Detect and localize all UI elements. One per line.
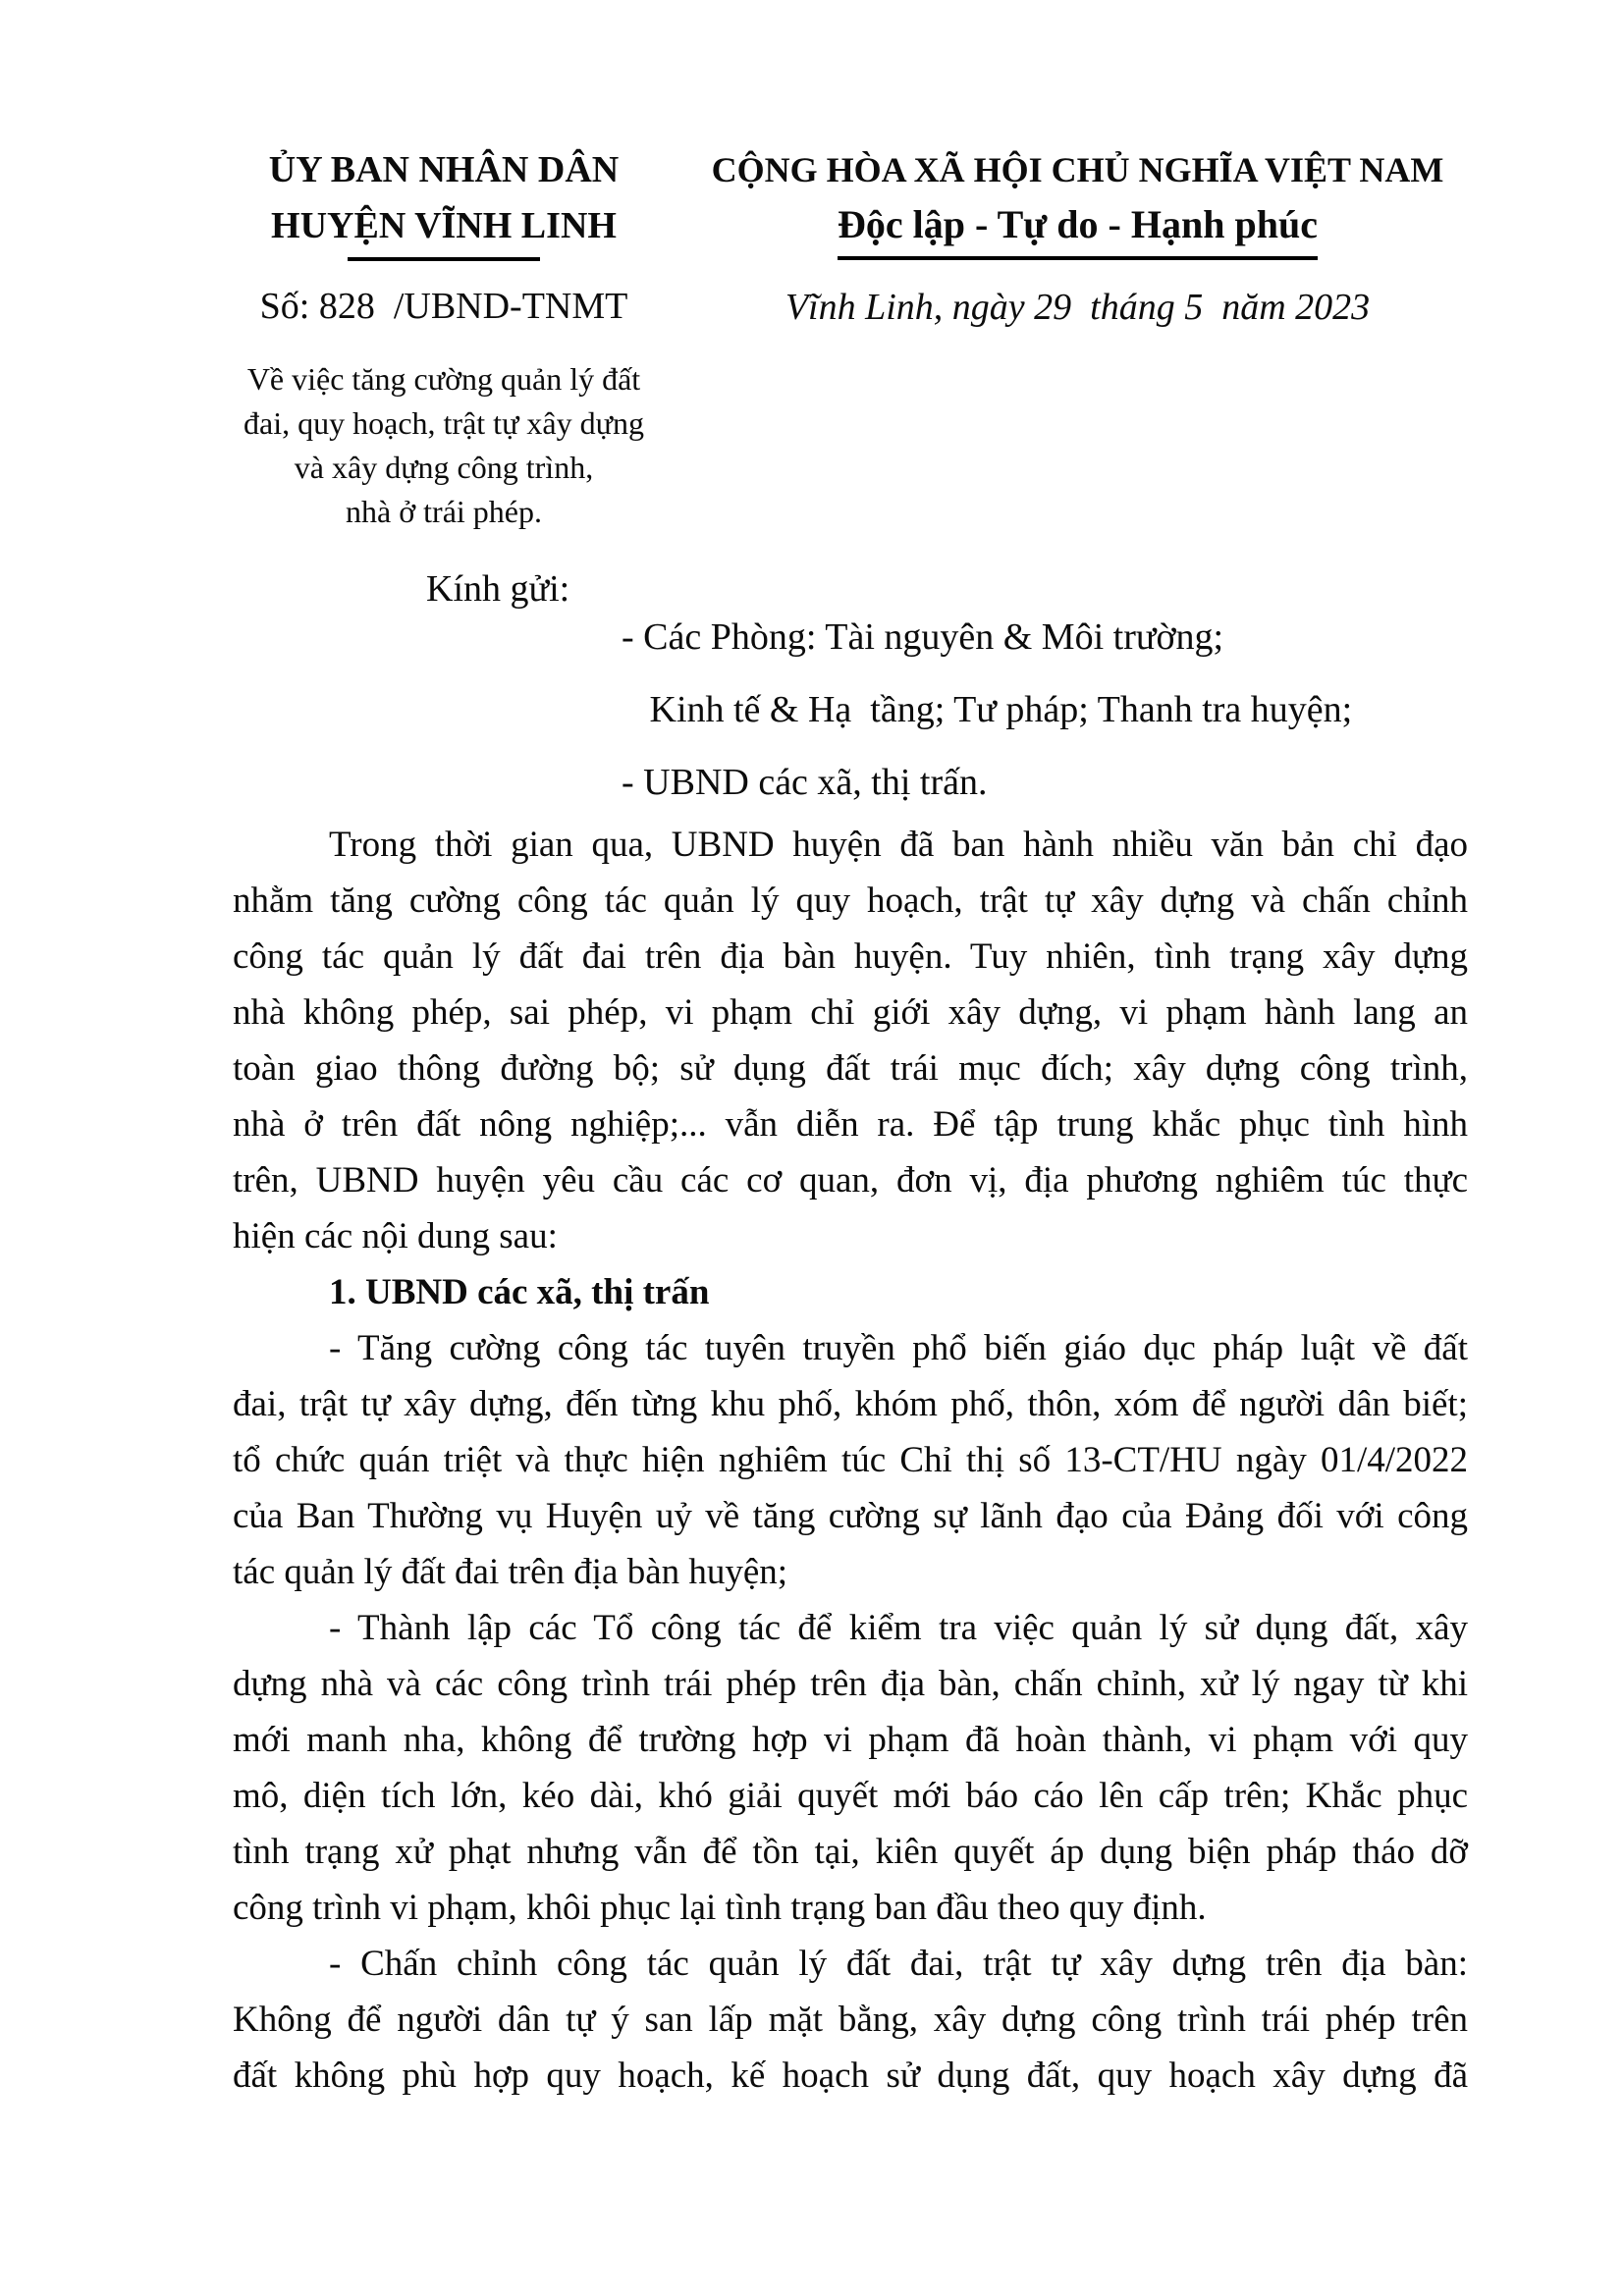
document-subject-line: Về việc tăng cường quản lý đất: [246, 361, 641, 397]
body-line: Trong thời gian qua, UBND huyện đã ban hành nhiều văn bản chỉ đạo: [329, 825, 1468, 865]
paragraph: [233, 817, 1468, 1264]
body-line: hiện các nội dung sau:: [233, 1216, 558, 1256]
document-body: [233, 817, 1468, 2104]
body-line: mô, diện tích lớn, kéo dài, khó giải quyết mới báo cáo lên cấp trên; Khắc phục: [233, 1776, 1468, 1816]
body-line: tình trạng xử phạt nhưng vẫn để tồn tại, kiên quyết áp dụng biện pháp tháo dỡ: [233, 1832, 1468, 1872]
recipient-list: [622, 601, 1352, 819]
issuing-authority-name: HUYỆN VĨNH LINH: [271, 205, 617, 246]
national-motto-text: Độc lập - Tự do - Hạnh phúc: [838, 200, 1318, 260]
body-line: công trình vi phạm, khôi phục lại tình trạng ban đầu theo quy định.: [233, 1888, 1207, 1928]
national-header-block: [687, 142, 1468, 329]
body-line: nhà ở trên đất nông nghiệp;... vẫn diễn ra. Để tập trung khắc phục tình hình: [233, 1104, 1468, 1145]
salutation-label: Kính gửi:: [426, 568, 570, 610]
recipient-line: Kinh tế & Hạ tầng; Tư pháp; Thanh tra huyện;: [622, 689, 1353, 730]
national-name-line: CỘNG HÒA XÃ HỘI CHỦ NGHĨA VIỆT NAM: [711, 150, 1444, 189]
body-line: nhà không phép, sai phép, vi phạm chỉ giới xây dựng, vi phạm hành lang an: [233, 992, 1468, 1033]
issuing-authority-underline: [348, 257, 540, 261]
paragraph: [233, 1320, 1468, 1600]
body-line: tổ chức quán triệt và thực hiện nghiêm túc Chỉ thị số 13-CT/HU ngày 01/4/2022: [233, 1440, 1468, 1480]
body-line: trên, UBND huyện yêu cầu các cơ quan, đơn vị, địa phương nghiêm túc thực: [233, 1160, 1468, 1201]
body-line: - Chấn chỉnh công tác quản lý đất đai, trật tự xây dựng trên địa bàn:: [329, 1944, 1468, 1984]
paragraph: [233, 1600, 1468, 1936]
section-heading: 1. UBND các xã, thị trấn: [329, 1272, 710, 1312]
body-line: nhằm tăng cường công tác quản lý quy hoạch, trật tự xây dựng và chấn chỉnh: [233, 881, 1468, 921]
body-line: - Thành lập các Tổ công tác để kiểm tra việc quản lý sử dụng đất, xây: [329, 1608, 1468, 1648]
document-number: Số: 828 /UBND-TNMT: [259, 286, 628, 327]
document-subject-line: nhà ở trái phép.: [346, 494, 542, 529]
document-subject-line: đai, quy hoạch, trật tự xây dựng: [244, 405, 644, 441]
recipient-line: - UBND các xã, thị trấn.: [622, 762, 988, 803]
body-line: mới manh nha, không để trường hợp vi phạm đã hoàn thành, vi phạm với quy: [233, 1720, 1468, 1760]
body-line: đai, trật tự xây dựng, đến từng khu phố, khóm phố, thôn, xóm để người dân biết;: [233, 1384, 1468, 1424]
body-line: công tác quản lý đất đai trên địa bàn huyện. Tuy nhiên, tình trạng xây dựng: [233, 936, 1468, 977]
issuing-authority-block: [233, 142, 655, 534]
body-line: toàn giao thông đường bộ; sử dụng đất trái mục đích; xây dựng công trình,: [233, 1048, 1468, 1089]
body-line: dựng nhà và các công trình trái phép trên địa bàn, chấn chỉnh, xử lý ngay từ khi: [233, 1664, 1468, 1704]
document-subject-line: và xây dựng công trình,: [294, 450, 594, 485]
document-subject: [233, 357, 655, 534]
recipient-line: - Các Phòng: Tài nguyên & Môi trường;: [622, 616, 1224, 658]
national-motto-line: [687, 200, 1468, 260]
body-line: Không để người dân tự ý san lấp mặt bằng, xây dựng công trình trái phép trên: [233, 2000, 1468, 2040]
issuing-authority-parent: ỦY BAN NHÂN DÂN: [268, 149, 620, 190]
place-date-line: Vĩnh Linh, ngày 29 tháng 5 năm 2023: [785, 287, 1371, 328]
body-line: tác quản lý đất đai trên địa bàn huyện;: [233, 1552, 788, 1592]
body-line: đất không phù hợp quy hoạch, kế hoạch sử dụng đất, quy hoạch xây dựng đã: [233, 2056, 1468, 2096]
body-line: của Ban Thường vụ Huyện uỷ về tăng cường sự lãnh đạo của Đảng đối với công: [233, 1496, 1468, 1536]
paragraph: [233, 1936, 1468, 2104]
body-line: - Tăng cường công tác tuyên truyền phổ biến giáo dục pháp luật về đất: [329, 1328, 1468, 1368]
